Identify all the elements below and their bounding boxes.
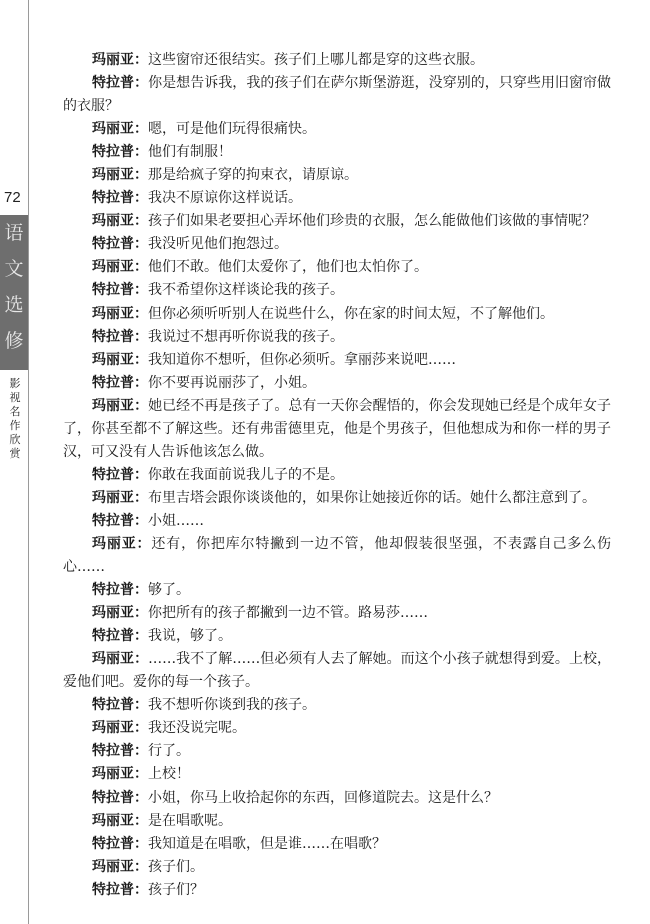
dialogue-text: 但你必须听听别人在说些什么，你在家的时间太短，不了解他们。: [148, 305, 554, 322]
dialogue-text: 嗯，可是他们玩得很痛快。: [148, 121, 316, 138]
dialogue-line: [63, 326, 611, 349]
dialogue-text: 是在唱歌呢。: [148, 812, 232, 829]
dialogue-line: [63, 395, 611, 464]
page-number: 72: [4, 189, 21, 206]
dialogue-text: 我说过不想再听你说我的孩子。: [148, 328, 344, 345]
dialogue-line: [63, 625, 611, 648]
series-title-char: 文: [4, 258, 24, 280]
dialogue-line: [63, 833, 611, 856]
dialogue-line: [63, 602, 611, 625]
speaker-name: 特拉普：: [92, 697, 148, 714]
subtitle-char: 影: [9, 377, 21, 390]
dialogue-line: [63, 648, 611, 694]
speaker-name: 玛丽亚：: [92, 720, 148, 737]
dialogue-line: [63, 349, 611, 372]
dialogue-line: [63, 510, 611, 533]
dialogue-text: 够了。: [148, 582, 190, 599]
dialogue-line: [63, 810, 611, 833]
dialogue-text: 小姐……: [148, 512, 204, 529]
dialogue-text: 你不要再说丽莎了，小姐。: [148, 374, 316, 391]
speaker-name: 玛丽亚：: [92, 52, 148, 68]
speaker-name: 特拉普：: [92, 582, 148, 599]
dialogue-text: 我说，够了。: [148, 628, 232, 645]
speaker-name: 玛丽亚：: [92, 351, 148, 368]
speaker-name: 特拉普：: [92, 466, 148, 483]
dialogue-body: [63, 49, 611, 902]
dialogue-line: [63, 187, 611, 210]
dialogue-line: [63, 49, 611, 72]
speaker-name: 玛丽亚：: [92, 535, 152, 552]
dialogue-line: [63, 233, 611, 256]
dialogue-text: 你敢在我面前说我儿子的不是。: [148, 466, 344, 483]
speaker-name: 特拉普：: [92, 144, 148, 161]
speaker-name: 玛丽亚：: [92, 213, 148, 230]
speaker-name: 玛丽亚：: [92, 858, 148, 875]
dialogue-text: 还有，你把库尔特撇到一边不管，他却假装很坚强，不表露自己多么伤心……: [63, 535, 612, 576]
dialogue-text: 她已经不再是孩子了。总有一天你会醒悟的，你会发现她已经是个成年女子了，你甚至都不了解这些。还有弗雷德里克，他是个男孩子，但他想成为和你一样的男子汉，可又没有人告诉他该怎么做。: [63, 397, 612, 460]
dialogue-line: [63, 787, 611, 810]
dialogue-text: 他们有制服！: [148, 144, 232, 161]
dialogue-line: [63, 72, 611, 118]
book-subtitle: [8, 377, 22, 461]
dialogue-line: [63, 487, 611, 510]
speaker-name: 特拉普：: [92, 789, 148, 806]
speaker-name: 特拉普：: [92, 628, 148, 645]
page-spine-line: [28, 0, 29, 924]
series-title-band: [0, 215, 28, 370]
dialogue-line: [63, 164, 611, 187]
dialogue-line: [63, 856, 611, 879]
speaker-name: 玛丽亚：: [92, 651, 149, 668]
speaker-name: 特拉普：: [92, 282, 148, 299]
dialogue-text: 你把所有的孩子都撇到一边不管。路易莎……: [148, 605, 428, 622]
dialogue-text: 小姐，你马上收拾起你的东西，回修道院去。这是什么？: [148, 789, 498, 806]
dialogue-text: 我知道是在唱歌，但是谁……在唱歌？: [148, 835, 386, 852]
dialogue-line: [63, 279, 611, 302]
dialogue-text: 我没听见他们抱怨过。: [148, 236, 288, 253]
subtitle-char: 欣: [9, 433, 21, 446]
speaker-name: 玛丽亚：: [92, 305, 148, 322]
series-title-char: 语: [4, 222, 24, 244]
dialogue-text: 他们不敢。他们太爱你了，他们也太怕你了。: [148, 259, 428, 276]
dialogue-text: 行了。: [148, 743, 190, 760]
speaker-name: 玛丽亚：: [92, 766, 148, 783]
dialogue-line: [63, 141, 611, 164]
speaker-name: 玛丽亚：: [92, 397, 149, 414]
dialogue-line: [63, 763, 611, 786]
dialogue-line: [63, 533, 611, 579]
subtitle-char: 视: [9, 391, 21, 404]
speaker-name: 特拉普：: [92, 512, 148, 529]
dialogue-line: [63, 303, 611, 326]
subtitle-char: 名: [9, 405, 21, 418]
dialogue-text: 我还没说完呢。: [148, 720, 246, 737]
speaker-name: 特拉普：: [92, 190, 148, 207]
dialogue-text: 布里吉塔会跟你谈谈他的，如果你让她接近你的话。她什么都注意到了。: [148, 489, 596, 506]
subtitle-char: 作: [9, 419, 21, 432]
dialogue-text: 孩子们如果老要担心弄坏他们珍贵的衣服，怎么能做他们该做的事情呢？: [148, 213, 596, 230]
dialogue-line: [63, 256, 611, 279]
subtitle-char: 赏: [9, 447, 21, 460]
dialogue-text: 这些窗帘还很结实。孩子们上哪儿都是穿的这些衣服。: [148, 52, 484, 68]
speaker-name: 玛丽亚：: [92, 121, 148, 138]
dialogue-text: 孩子们？: [148, 881, 204, 898]
dialogue-text: 我知道你不想听，但你必须听。拿丽莎来说吧……: [148, 351, 456, 368]
speaker-name: 特拉普：: [92, 835, 148, 852]
dialogue-line: [63, 464, 611, 487]
series-title-char: 修: [4, 330, 24, 352]
dialogue-line: [63, 717, 611, 740]
dialogue-line: [63, 879, 611, 902]
speaker-name: 玛丽亚：: [92, 489, 148, 506]
dialogue-text: ……我不了解……但必须有人去了解她。而这个小孩子就想得到爱。上校，爱他们吧。爱你的每一个孩子。: [63, 651, 612, 691]
speaker-name: 特拉普：: [92, 374, 148, 391]
dialogue-text: 孩子们。: [148, 858, 204, 875]
speaker-name: 玛丽亚：: [92, 605, 148, 622]
speaker-name: 玛丽亚：: [92, 812, 148, 829]
speaker-name: 特拉普：: [92, 881, 148, 898]
speaker-name: 特拉普：: [92, 236, 148, 253]
dialogue-line: [63, 579, 611, 602]
dialogue-line: [63, 694, 611, 717]
series-title-char: 选: [4, 294, 24, 316]
dialogue-text: 我不希望你这样谈论我的孩子。: [148, 282, 344, 299]
dialogue-text: 那是给疯子穿的拘束衣，请原谅。: [148, 167, 358, 184]
speaker-name: 特拉普：: [92, 328, 148, 345]
dialogue-line: [63, 210, 611, 233]
dialogue-text: 我决不原谅你这样说话。: [148, 190, 302, 207]
dialogue-text: 你是想告诉我，我的孩子们在萨尔斯堡游逛，没穿别的，只穿些用旧窗帘做的衣服？: [63, 75, 612, 115]
dialogue-line: [63, 740, 611, 763]
dialogue-text: 我不想听你谈到我的孩子。: [148, 697, 316, 714]
speaker-name: 玛丽亚：: [92, 259, 148, 276]
speaker-name: 特拉普：: [92, 75, 149, 92]
dialogue-text: 上校！: [148, 766, 190, 783]
dialogue-line: [63, 118, 611, 141]
dialogue-line: [63, 372, 611, 395]
speaker-name: 特拉普：: [92, 743, 148, 760]
speaker-name: 玛丽亚：: [92, 167, 148, 184]
